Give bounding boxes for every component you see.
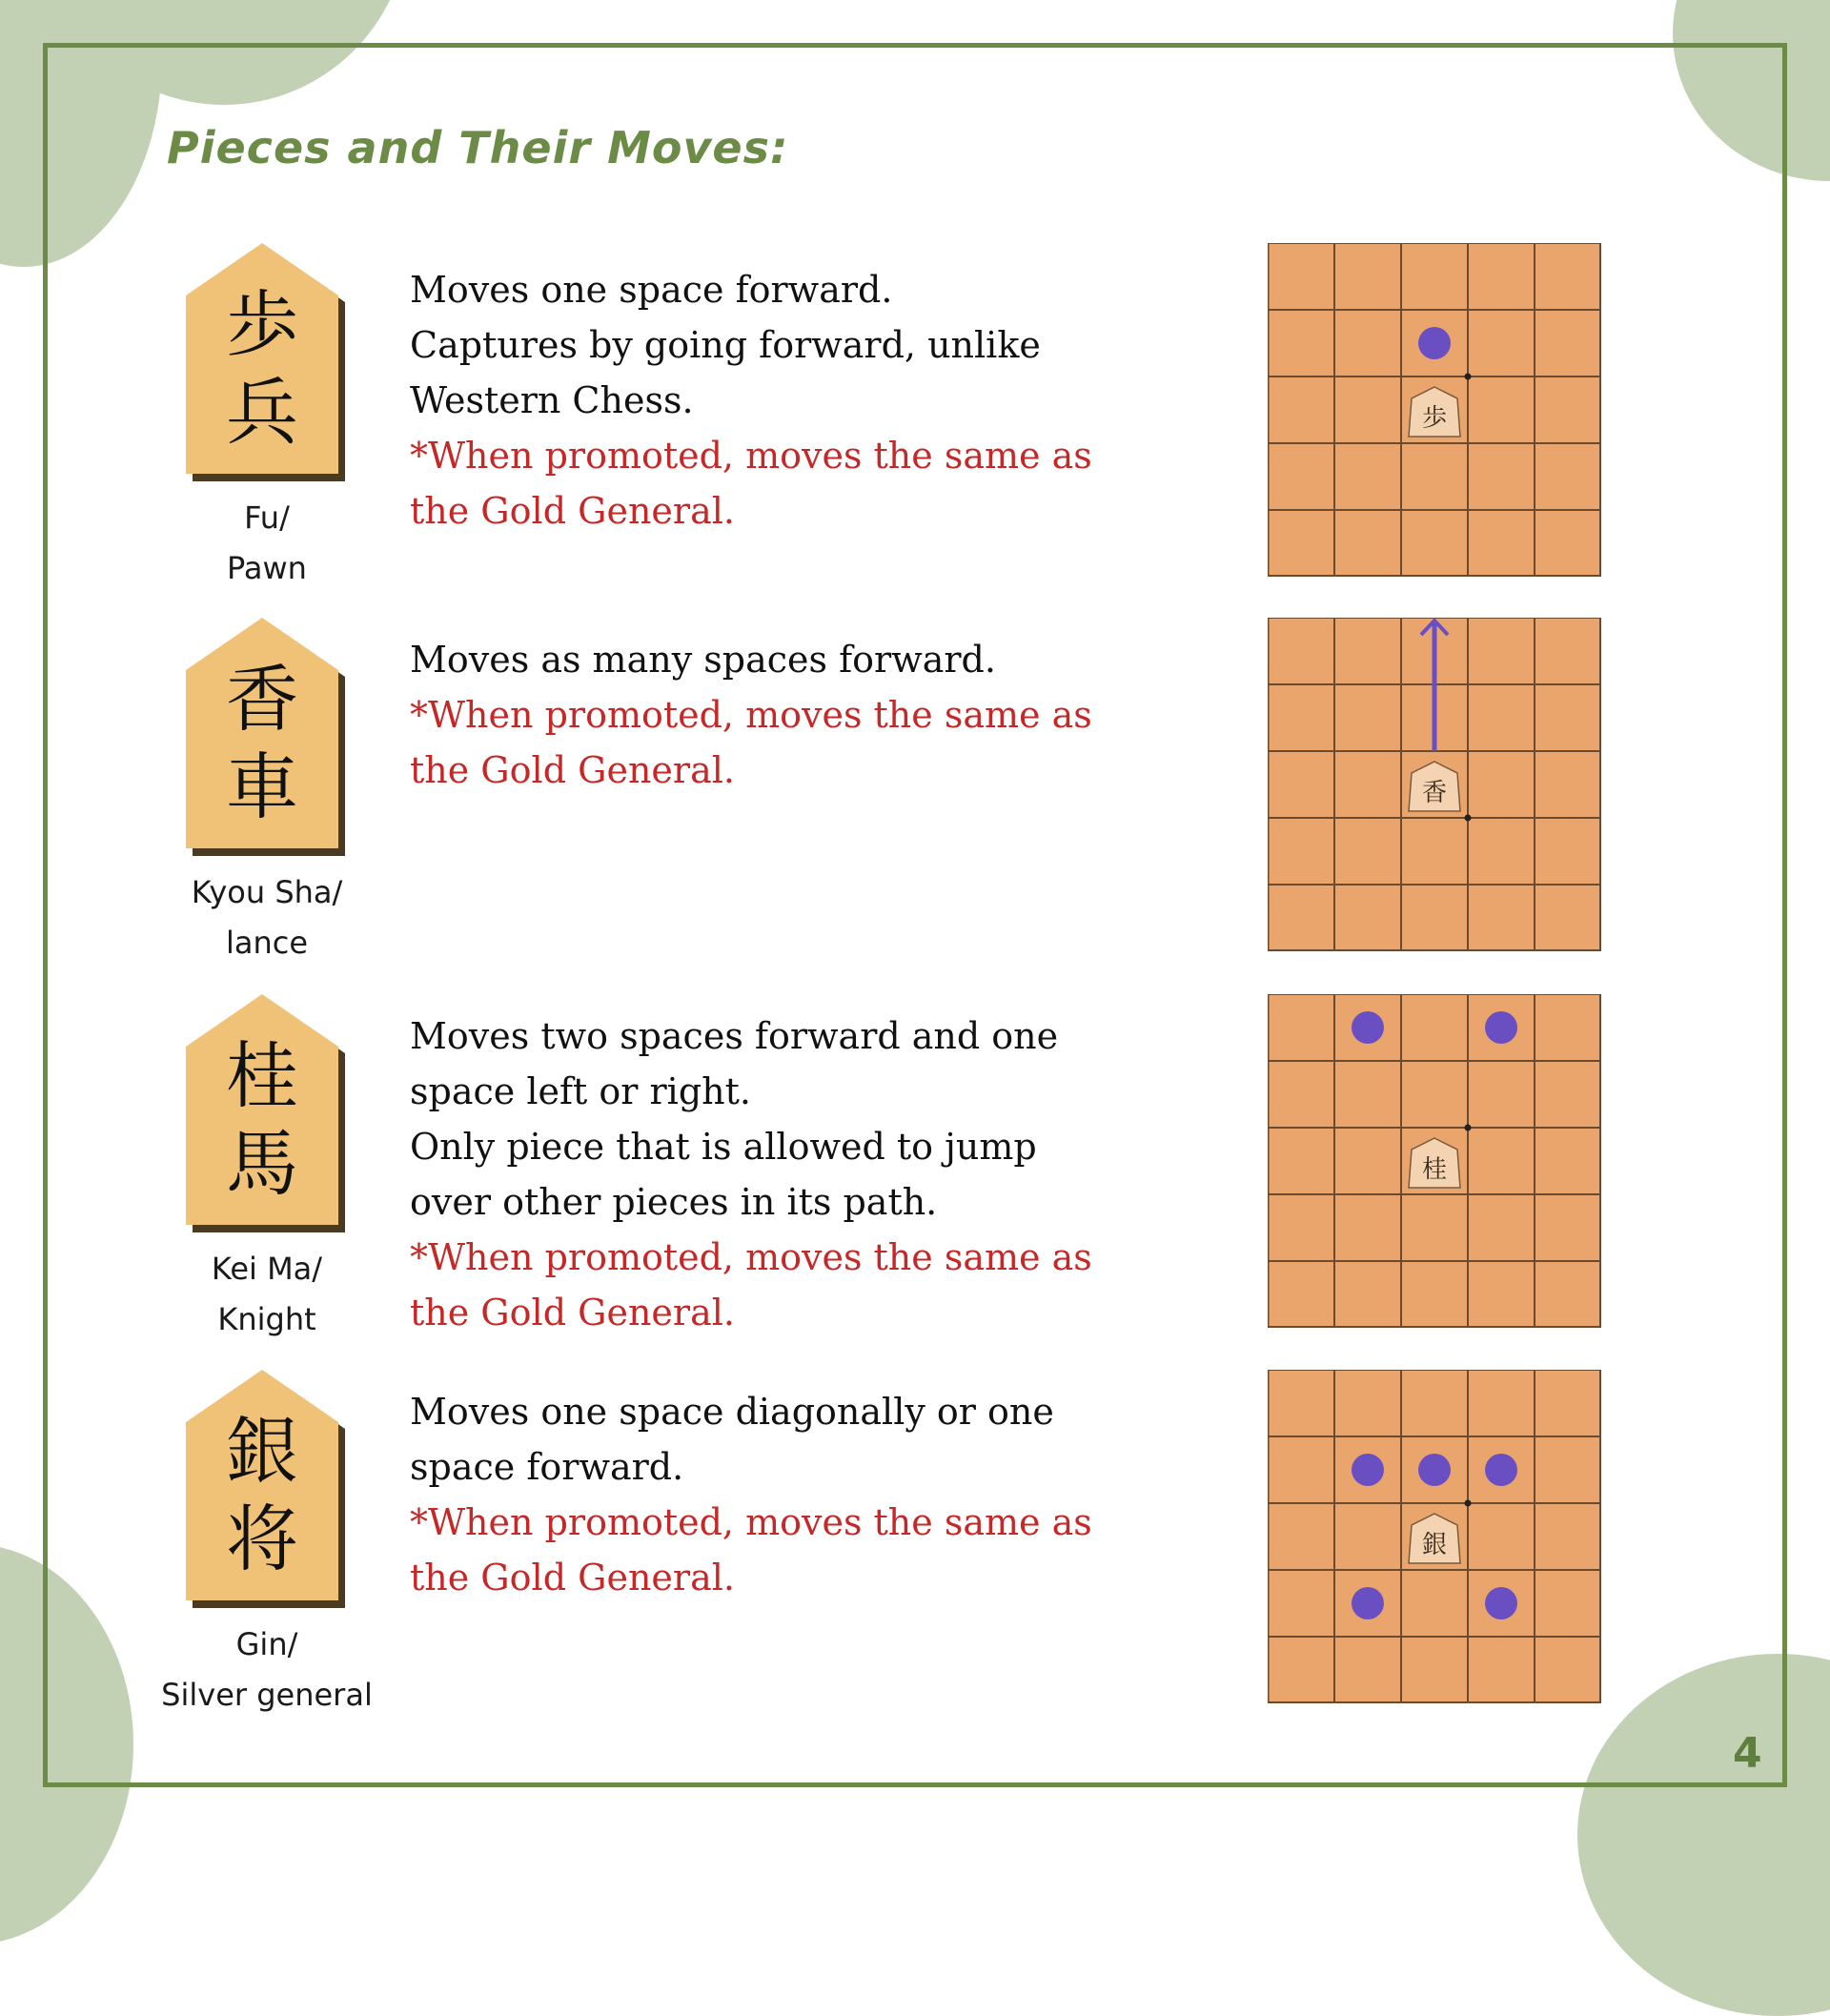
promotion-note-line: the Gold General. (410, 1292, 735, 1334)
promotion-note-line: the Gold General. (410, 749, 735, 791)
move-diagram-board (1268, 1370, 1601, 1703)
piece-kanji: 馬 (226, 1121, 298, 1206)
page-number: 4 (1733, 1729, 1762, 1778)
move-target-dot (1418, 1454, 1451, 1486)
promotion-note-line: *When promoted, moves the same as (410, 694, 1092, 736)
piece-caption-line: Fu/ (244, 499, 290, 536)
board-star-point (1465, 1125, 1472, 1131)
description-line: space forward. (410, 1446, 684, 1488)
piece-caption (143, 493, 391, 594)
piece-row (0, 1370, 1830, 1746)
move-target-dot (1418, 327, 1451, 359)
promotion-note-line: the Gold General. (410, 490, 735, 532)
piece-kanji: 香 (226, 657, 298, 742)
piece-row (0, 618, 1830, 994)
description-line: Moves one space diagonally or one (410, 1391, 1054, 1433)
description-line: space left or right. (410, 1070, 751, 1112)
piece-caption-line: Kei Ma/ (211, 1251, 323, 1287)
piece-tile (186, 243, 348, 481)
piece-caption-line: Pawn (227, 550, 307, 586)
piece-caption-line: lance (225, 925, 309, 961)
piece-tile (186, 1370, 348, 1608)
move-target-dot (1485, 1587, 1517, 1619)
move-diagram-board (1268, 994, 1601, 1328)
piece-row (0, 243, 1830, 620)
piece-description (410, 1008, 1134, 1340)
move-target-dot (1352, 1454, 1384, 1486)
piece-kanji: 銀 (226, 1409, 298, 1494)
board-star-point (1465, 374, 1472, 380)
piece-kanji: 車 (226, 744, 298, 829)
piece-kanji: 桂 (226, 1033, 298, 1118)
description-line: Only piece that is allowed to jump (410, 1126, 1037, 1168)
description-line: Moves as many spaces forward. (410, 639, 996, 681)
description-line: Captures by going forward, unlike (410, 324, 1041, 366)
description-line: over other pieces in its path. (410, 1181, 938, 1223)
piece-caption (143, 1619, 391, 1721)
board-star-point (1465, 1500, 1472, 1507)
piece-kanji: 歩 (226, 282, 298, 367)
piece-kanji: 将 (226, 1497, 298, 1581)
piece-caption-line: Kyou Sha/ (191, 874, 343, 910)
piece-tile (186, 618, 348, 856)
move-diagram-board (1268, 618, 1601, 951)
piece-caption (143, 867, 391, 968)
promotion-note-line: the Gold General. (410, 1557, 735, 1599)
piece-description (410, 632, 1134, 798)
promotion-note-line: *When promoted, moves the same as (410, 435, 1092, 477)
description-line: Moves one space forward. (410, 269, 893, 311)
move-diagram-board (1268, 243, 1601, 577)
board-star-point (1465, 815, 1472, 822)
promotion-note-line: *When promoted, moves the same as (410, 1501, 1092, 1543)
description-line: Western Chess. (410, 379, 694, 421)
board-piece-kanji: 銀 (1421, 1531, 1448, 1559)
piece-caption-line: Silver general (161, 1677, 373, 1713)
description-line: Moves two spaces forward and one (410, 1015, 1059, 1057)
move-target-dot (1485, 1454, 1517, 1486)
piece-description (410, 1384, 1134, 1605)
board-piece-kanji: 歩 (1421, 404, 1448, 433)
piece-description (410, 262, 1134, 539)
piece-tile (186, 994, 348, 1232)
board-piece-kanji: 桂 (1421, 1155, 1448, 1184)
piece-caption (143, 1244, 391, 1345)
promotion-note-line: *When promoted, moves the same as (410, 1236, 1092, 1278)
move-target-dot (1485, 1011, 1517, 1044)
piece-kanji: 兵 (226, 370, 298, 455)
move-target-dot (1352, 1587, 1384, 1619)
piece-row (0, 994, 1830, 1371)
piece-caption-line: Gin/ (235, 1626, 298, 1662)
board-piece-kanji: 香 (1421, 779, 1448, 807)
piece-caption-line: Knight (217, 1301, 316, 1337)
page-title: Pieces and Their Moves: (167, 122, 789, 173)
move-target-dot (1352, 1011, 1384, 1044)
